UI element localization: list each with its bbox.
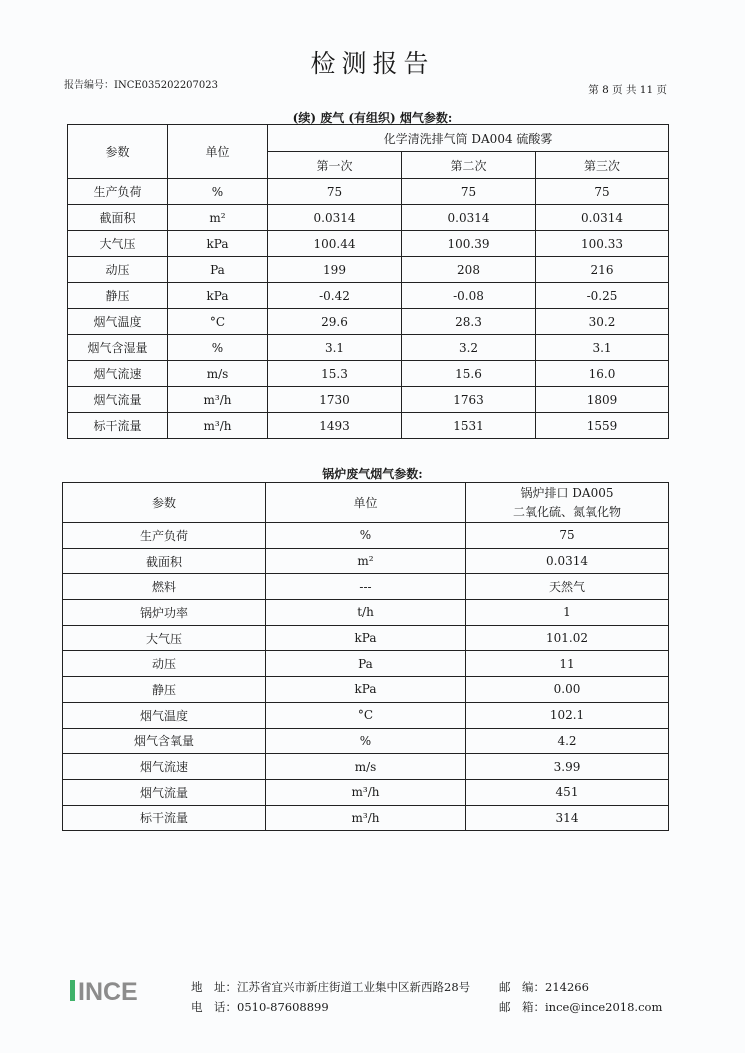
- param-cell: 标干流量: [63, 805, 266, 831]
- unit-cell: kPa: [266, 677, 466, 703]
- table-row: [68, 283, 669, 309]
- table-row: [63, 805, 669, 831]
- unit-cell: m³/h: [168, 413, 268, 439]
- footer-postcode: 邮 编：214266: [499, 980, 589, 994]
- param-cell: 静压: [63, 677, 266, 703]
- run-2-value: 100.39: [402, 231, 536, 257]
- report-title: 检测报告: [310, 49, 435, 78]
- unit-cell: ---: [266, 574, 466, 600]
- run-3-value: 3.1: [536, 335, 669, 361]
- unit-cell: kPa: [168, 283, 268, 309]
- param-cell: 烟气含氧量: [63, 728, 266, 754]
- table-row: [63, 574, 669, 600]
- table-header-row: [68, 125, 669, 152]
- run-1-value: 15.3: [268, 361, 402, 387]
- param-header: 参数: [63, 483, 266, 523]
- ince-logo: [70, 977, 160, 1005]
- table-row: [63, 779, 669, 805]
- table-row: [63, 677, 669, 703]
- run-2-value: 1763: [402, 387, 536, 413]
- unit-cell: m/s: [168, 361, 268, 387]
- source-line-2: 二氧化硫、氮氧化物: [512, 504, 621, 519]
- value-cell: 0.0314: [466, 548, 669, 574]
- table-row: [63, 754, 669, 780]
- section1-title: (续) 废气 (有组织) 烟气参数:: [292, 111, 453, 125]
- param-header: 参数: [68, 125, 168, 179]
- unit-cell: Pa: [168, 257, 268, 283]
- unit-cell: t/h: [266, 600, 466, 626]
- table-row: [63, 548, 669, 574]
- run-3-value: 1809: [536, 387, 669, 413]
- unit-cell: kPa: [168, 231, 268, 257]
- run-2-value: 0.0314: [402, 205, 536, 231]
- value-cell: 451: [466, 779, 669, 805]
- run-3-value: 30.2: [536, 309, 669, 335]
- table-row: [68, 335, 669, 361]
- flue-gas-table-da004: [67, 124, 669, 439]
- value-cell: 天然气: [466, 574, 669, 600]
- param-cell: 烟气温度: [68, 309, 168, 335]
- table-row: [68, 257, 669, 283]
- run-1-value: 199: [268, 257, 402, 283]
- param-cell: 锅炉功率: [63, 600, 266, 626]
- run-1-value: 0.0314: [268, 205, 402, 231]
- table-row: [68, 179, 669, 205]
- logo-accent-bar: [70, 980, 75, 1001]
- value-cell: 102.1: [466, 702, 669, 728]
- table-row: [63, 651, 669, 677]
- run-3-value: 0.0314: [536, 205, 669, 231]
- run-2-value: 1531: [402, 413, 536, 439]
- run-1-value: 1493: [268, 413, 402, 439]
- table-row: [68, 387, 669, 413]
- table-row: [68, 309, 669, 335]
- unit-cell: kPa: [266, 625, 466, 651]
- source-header: 化学清洗排气筒 DA004 硫酸雾: [268, 125, 669, 152]
- source-line-1: 锅炉排口 DA005: [520, 485, 614, 500]
- run-3-value: 16.0: [536, 361, 669, 387]
- table-row: [68, 361, 669, 387]
- value-cell: 1: [466, 600, 669, 626]
- run-1-value: 100.44: [268, 231, 402, 257]
- run-2-value: 28.3: [402, 309, 536, 335]
- param-cell: 标干流量: [68, 413, 168, 439]
- param-cell: 生产负荷: [68, 179, 168, 205]
- param-cell: 烟气温度: [63, 702, 266, 728]
- run-2-value: 208: [402, 257, 536, 283]
- run-2-header: 第二次: [402, 152, 536, 179]
- run-2-value: -0.08: [402, 283, 536, 309]
- run-3-value: -0.25: [536, 283, 669, 309]
- unit-cell: %: [168, 335, 268, 361]
- run-3-value: 100.33: [536, 231, 669, 257]
- unit-cell: m³/h: [168, 387, 268, 413]
- param-cell: 生产负荷: [63, 523, 266, 549]
- footer-address: 地 址：江苏省宜兴市新庄街道工业集中区新西路28号: [191, 980, 471, 994]
- run-1-value: 3.1: [268, 335, 402, 361]
- run-3-value: 75: [536, 179, 669, 205]
- table-row: [63, 523, 669, 549]
- unit-cell: m³/h: [266, 805, 466, 831]
- run-3-value: 1559: [536, 413, 669, 439]
- unit-cell: °C: [266, 702, 466, 728]
- run-1-value: 29.6: [268, 309, 402, 335]
- param-cell: 烟气流量: [63, 779, 266, 805]
- run-1-value: -0.42: [268, 283, 402, 309]
- unit-cell: m³/h: [266, 779, 466, 805]
- unit-cell: %: [266, 728, 466, 754]
- param-cell: 大气压: [68, 231, 168, 257]
- param-cell: 静压: [68, 283, 168, 309]
- unit-cell: %: [168, 179, 268, 205]
- run-2-value: 3.2: [402, 335, 536, 361]
- logo-text: INCE: [78, 978, 138, 1005]
- table-row: [63, 702, 669, 728]
- footer-phone: 电 话：0510-87608899: [191, 1000, 329, 1014]
- param-cell: 大气压: [63, 625, 266, 651]
- unit-cell: Pa: [266, 651, 466, 677]
- param-cell: 动压: [63, 651, 266, 677]
- table-row: [63, 625, 669, 651]
- value-cell: 4.2: [466, 728, 669, 754]
- unit-cell: m/s: [266, 754, 466, 780]
- table-row: [68, 413, 669, 439]
- param-cell: 动压: [68, 257, 168, 283]
- footer-email: 邮 箱：ince@ince2018.com: [499, 1000, 663, 1014]
- ince-logo-icon: [70, 977, 160, 1005]
- param-cell: 截面积: [63, 548, 266, 574]
- unit-header: 单位: [168, 125, 268, 179]
- unit-cell: °C: [168, 309, 268, 335]
- param-cell: 截面积: [68, 205, 168, 231]
- run-1-value: 75: [268, 179, 402, 205]
- unit-cell: %: [266, 523, 466, 549]
- run-1-header: 第一次: [268, 152, 402, 179]
- run-2-value: 15.6: [402, 361, 536, 387]
- value-cell: 101.02: [466, 625, 669, 651]
- table-header-row: [63, 483, 669, 523]
- param-cell: 烟气含湿量: [68, 335, 168, 361]
- run-3-header: 第三次: [536, 152, 669, 179]
- table-row: [63, 600, 669, 626]
- unit-header: 单位: [266, 483, 466, 523]
- run-3-value: 216: [536, 257, 669, 283]
- run-1-value: 1730: [268, 387, 402, 413]
- param-cell: 烟气流量: [68, 387, 168, 413]
- value-cell: 75: [466, 523, 669, 549]
- value-cell: 314: [466, 805, 669, 831]
- unit-cell: m²: [168, 205, 268, 231]
- value-cell: 11: [466, 651, 669, 677]
- param-cell: 燃料: [63, 574, 266, 600]
- value-cell: 3.99: [466, 754, 669, 780]
- page-number: 第 8 页 共 11 页: [588, 84, 667, 96]
- param-cell: 烟气流速: [68, 361, 168, 387]
- table-row: [68, 231, 669, 257]
- report-number: 报告编号：INCE035202207023: [64, 80, 218, 91]
- source-header: [466, 483, 669, 523]
- unit-cell: m²: [266, 548, 466, 574]
- value-cell: 0.00: [466, 677, 669, 703]
- boiler-gas-table-da005: [62, 482, 669, 831]
- table-row: [68, 205, 669, 231]
- section2-title: 锅炉废气烟气参数:: [322, 467, 423, 481]
- table-row: [63, 728, 669, 754]
- param-cell: 烟气流速: [63, 754, 266, 780]
- run-2-value: 75: [402, 179, 536, 205]
